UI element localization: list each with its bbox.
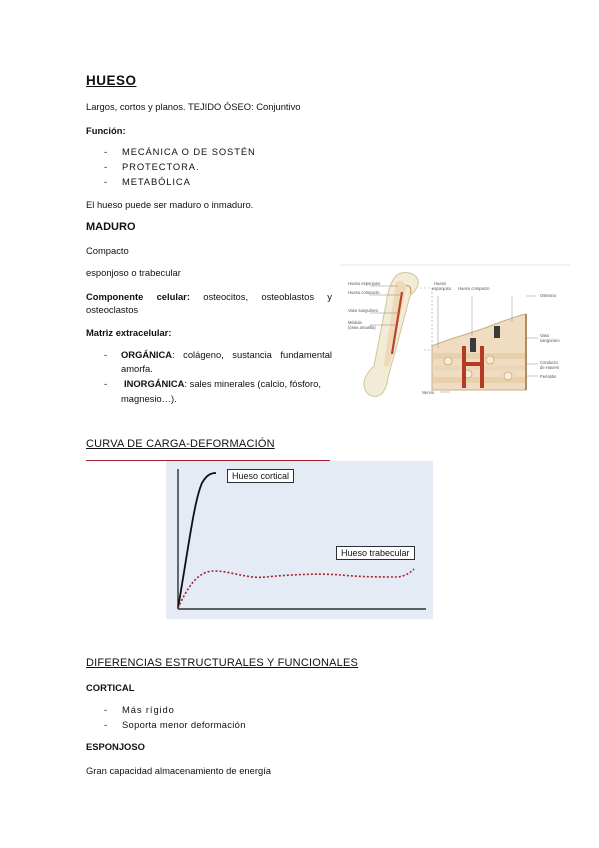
- organica-line1: [121, 349, 332, 361]
- bone-label-top: esponjoso: [432, 286, 452, 291]
- list-item: [104, 349, 107, 361]
- bone-label-left: Médula: [348, 320, 362, 325]
- bone-label-top: Hueso: [434, 281, 447, 286]
- esponjoso-description: Gran capacidad almacenamiento de energía: [86, 765, 272, 776]
- bullet-dash: -: [104, 176, 108, 187]
- componente-celular-line1: [86, 291, 332, 303]
- intro-text: Largos, cortos y planos. TEJIDO ÓSEO: Conjuntivo: [86, 101, 301, 112]
- list-item: [104, 176, 324, 188]
- inorganica-label: INORGÁNICA: [124, 378, 185, 389]
- bone-label-right: Periostio: [540, 374, 557, 379]
- bone-label-left: Hueso compacto: [348, 290, 380, 295]
- list-item-label: Soporta menor deformación: [122, 719, 246, 730]
- maduro-intro: El hueso puede ser maduro o inmaduro.: [86, 199, 254, 210]
- bone-label-right: de Havers: [540, 365, 560, 370]
- list-item-label: METABÓLICA: [122, 176, 191, 187]
- esponjoso-heading: ESPONJOSO: [86, 741, 145, 752]
- maduro-heading: MADURO: [86, 221, 136, 233]
- bone-illustration: [340, 264, 570, 402]
- componente-celular-line2: osteoclastos: [86, 304, 139, 315]
- bullet-dash: -: [104, 719, 108, 730]
- compacto-text: Compacto: [86, 245, 129, 256]
- chart-background: [166, 461, 433, 619]
- diferencias-heading: DIFERENCIAS ESTRUCTURALES Y FUNCIONALES: [86, 657, 359, 669]
- label-hueso-cortical: Hueso cortical: [227, 469, 294, 483]
- list-item: [104, 719, 107, 731]
- list-item: [104, 378, 107, 390]
- bone-label-right: Vaso: [540, 333, 550, 338]
- bullet-dash: -: [104, 349, 108, 360]
- bullet-dash: -: [104, 704, 108, 715]
- bullet-dash: -: [104, 378, 108, 389]
- bone-label-top: Hueso compacto: [458, 286, 490, 291]
- inorganica-text: : sales minerales (calcio, fósforo,: [184, 378, 321, 389]
- bone-label-left: Hueso esponjoso: [348, 281, 381, 286]
- cortical-heading: CORTICAL: [86, 682, 135, 693]
- organica-line2: amorfa.: [121, 363, 153, 374]
- bullet-dash: -: [104, 161, 108, 172]
- matriz-label: Matriz extracelular:: [86, 327, 172, 338]
- load-deformation-figure: [166, 461, 433, 619]
- label-hueso-trabecular: Hueso trabecular: [336, 546, 415, 560]
- list-item-label: Más rígido: [122, 704, 175, 715]
- bone-label-right: Osteona: [540, 293, 556, 298]
- bone-label-right: Conducto: [540, 360, 558, 365]
- list-item: [104, 161, 324, 173]
- inorganica-line2: magnesio…).: [121, 393, 177, 404]
- curva-heading: CURVA DE CARGA-DEFORMACIÓN: [86, 438, 275, 450]
- list-item: [104, 146, 324, 158]
- organica-text: : colágeno, sustancia fundamental: [172, 349, 332, 360]
- inorganica-line1: [124, 378, 321, 390]
- componente-celular-text: osteocitos, osteoblastos y: [203, 291, 332, 302]
- bone-label-right: sanguíneo: [540, 338, 560, 343]
- bone-label-bottom: Nervio: [422, 390, 435, 395]
- esponjoso-text: esponjoso o trabecular: [86, 267, 181, 278]
- componente-celular-label: Componente celular:: [86, 291, 190, 302]
- list-item: [104, 704, 107, 716]
- page-title: HUESO: [86, 73, 137, 88]
- organica-label: ORGÁNICA: [121, 349, 173, 360]
- bullet-dash: -: [104, 146, 108, 157]
- bone-label-left: Vaso sanguíneo: [348, 308, 378, 313]
- bone-label-left: (ósea amarilla): [348, 325, 376, 330]
- list-item-label: PROTECTORA.: [122, 161, 200, 172]
- list-item-label: MECÁNICA O DE SOSTÉN: [122, 146, 256, 157]
- funcion-label: Función:: [86, 125, 126, 136]
